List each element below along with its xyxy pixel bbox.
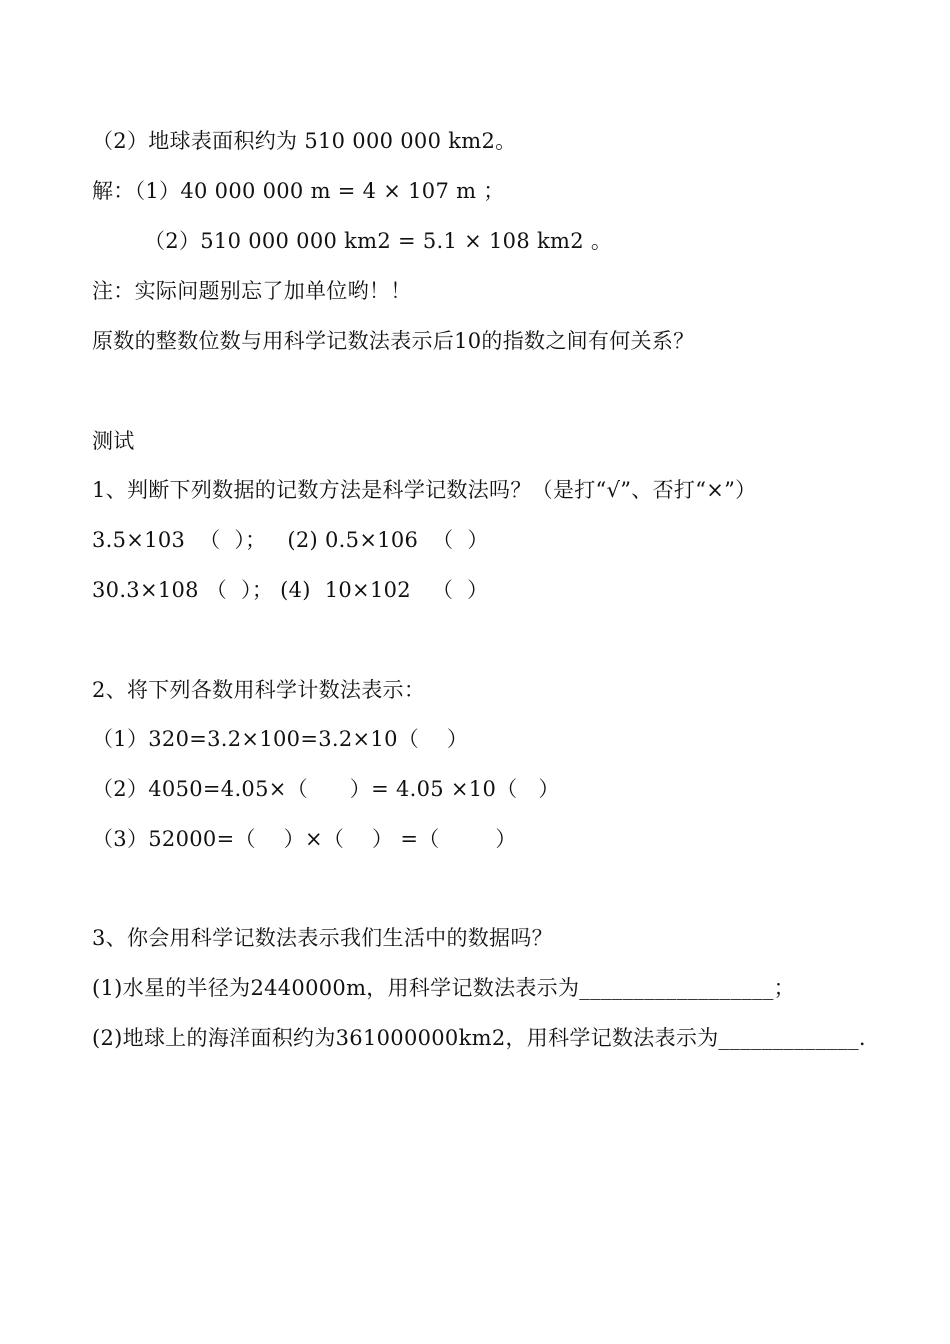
- question: 原数的整数位数与用科学记数法表示后10的指数之间有何关系？: [92, 329, 695, 353]
- section-title-test: 测试: [92, 429, 135, 453]
- test-2-item-2: （2）4050=4.05×（ ）= 4.05 ×10（ ）: [92, 777, 560, 801]
- note: 注：实际问题别忘了加单位哟！！: [92, 279, 412, 303]
- example-part-2: （2）地球表面积约为 510 000 000 km2。: [92, 129, 517, 153]
- solution-part-2: （2）510 000 000 km2 = 5.1 × 108 km2 。: [144, 229, 613, 253]
- test-question-1: 1、判断下列数据的记数方法是科学记数法吗？（是打“√”、否打“×”）: [92, 478, 757, 502]
- test-3-item-2: (2)地球上的海洋面积约为361000000km2，用科学记数法表示为_____________.: [92, 1026, 866, 1050]
- test-question-2: 2、将下列各数用科学计数法表示：: [92, 678, 426, 702]
- test-2-item-1: （1）320=3.2×100=3.2×10（ ）: [92, 727, 469, 751]
- test-2-item-3: （3）52000=（ ）×（ ） =（ ）: [92, 827, 517, 851]
- test-1-row-2: 30.3×108 （ ）； (4) 10×102 （ ）: [92, 578, 489, 602]
- test-3-item-1: (1)水星的半径为2440000m，用科学记数法表示为__________________；: [92, 976, 795, 1000]
- test-question-3: 3、你会用科学记数法表示我们生活中的数据吗？: [92, 926, 553, 950]
- test-1-row-1: 3.5×103 （ ）； (2) 0.5×106 （ ）: [92, 528, 489, 552]
- solution-part-1: 解：（1）40 000 000 m = 4 × 107 m ；: [92, 179, 505, 203]
